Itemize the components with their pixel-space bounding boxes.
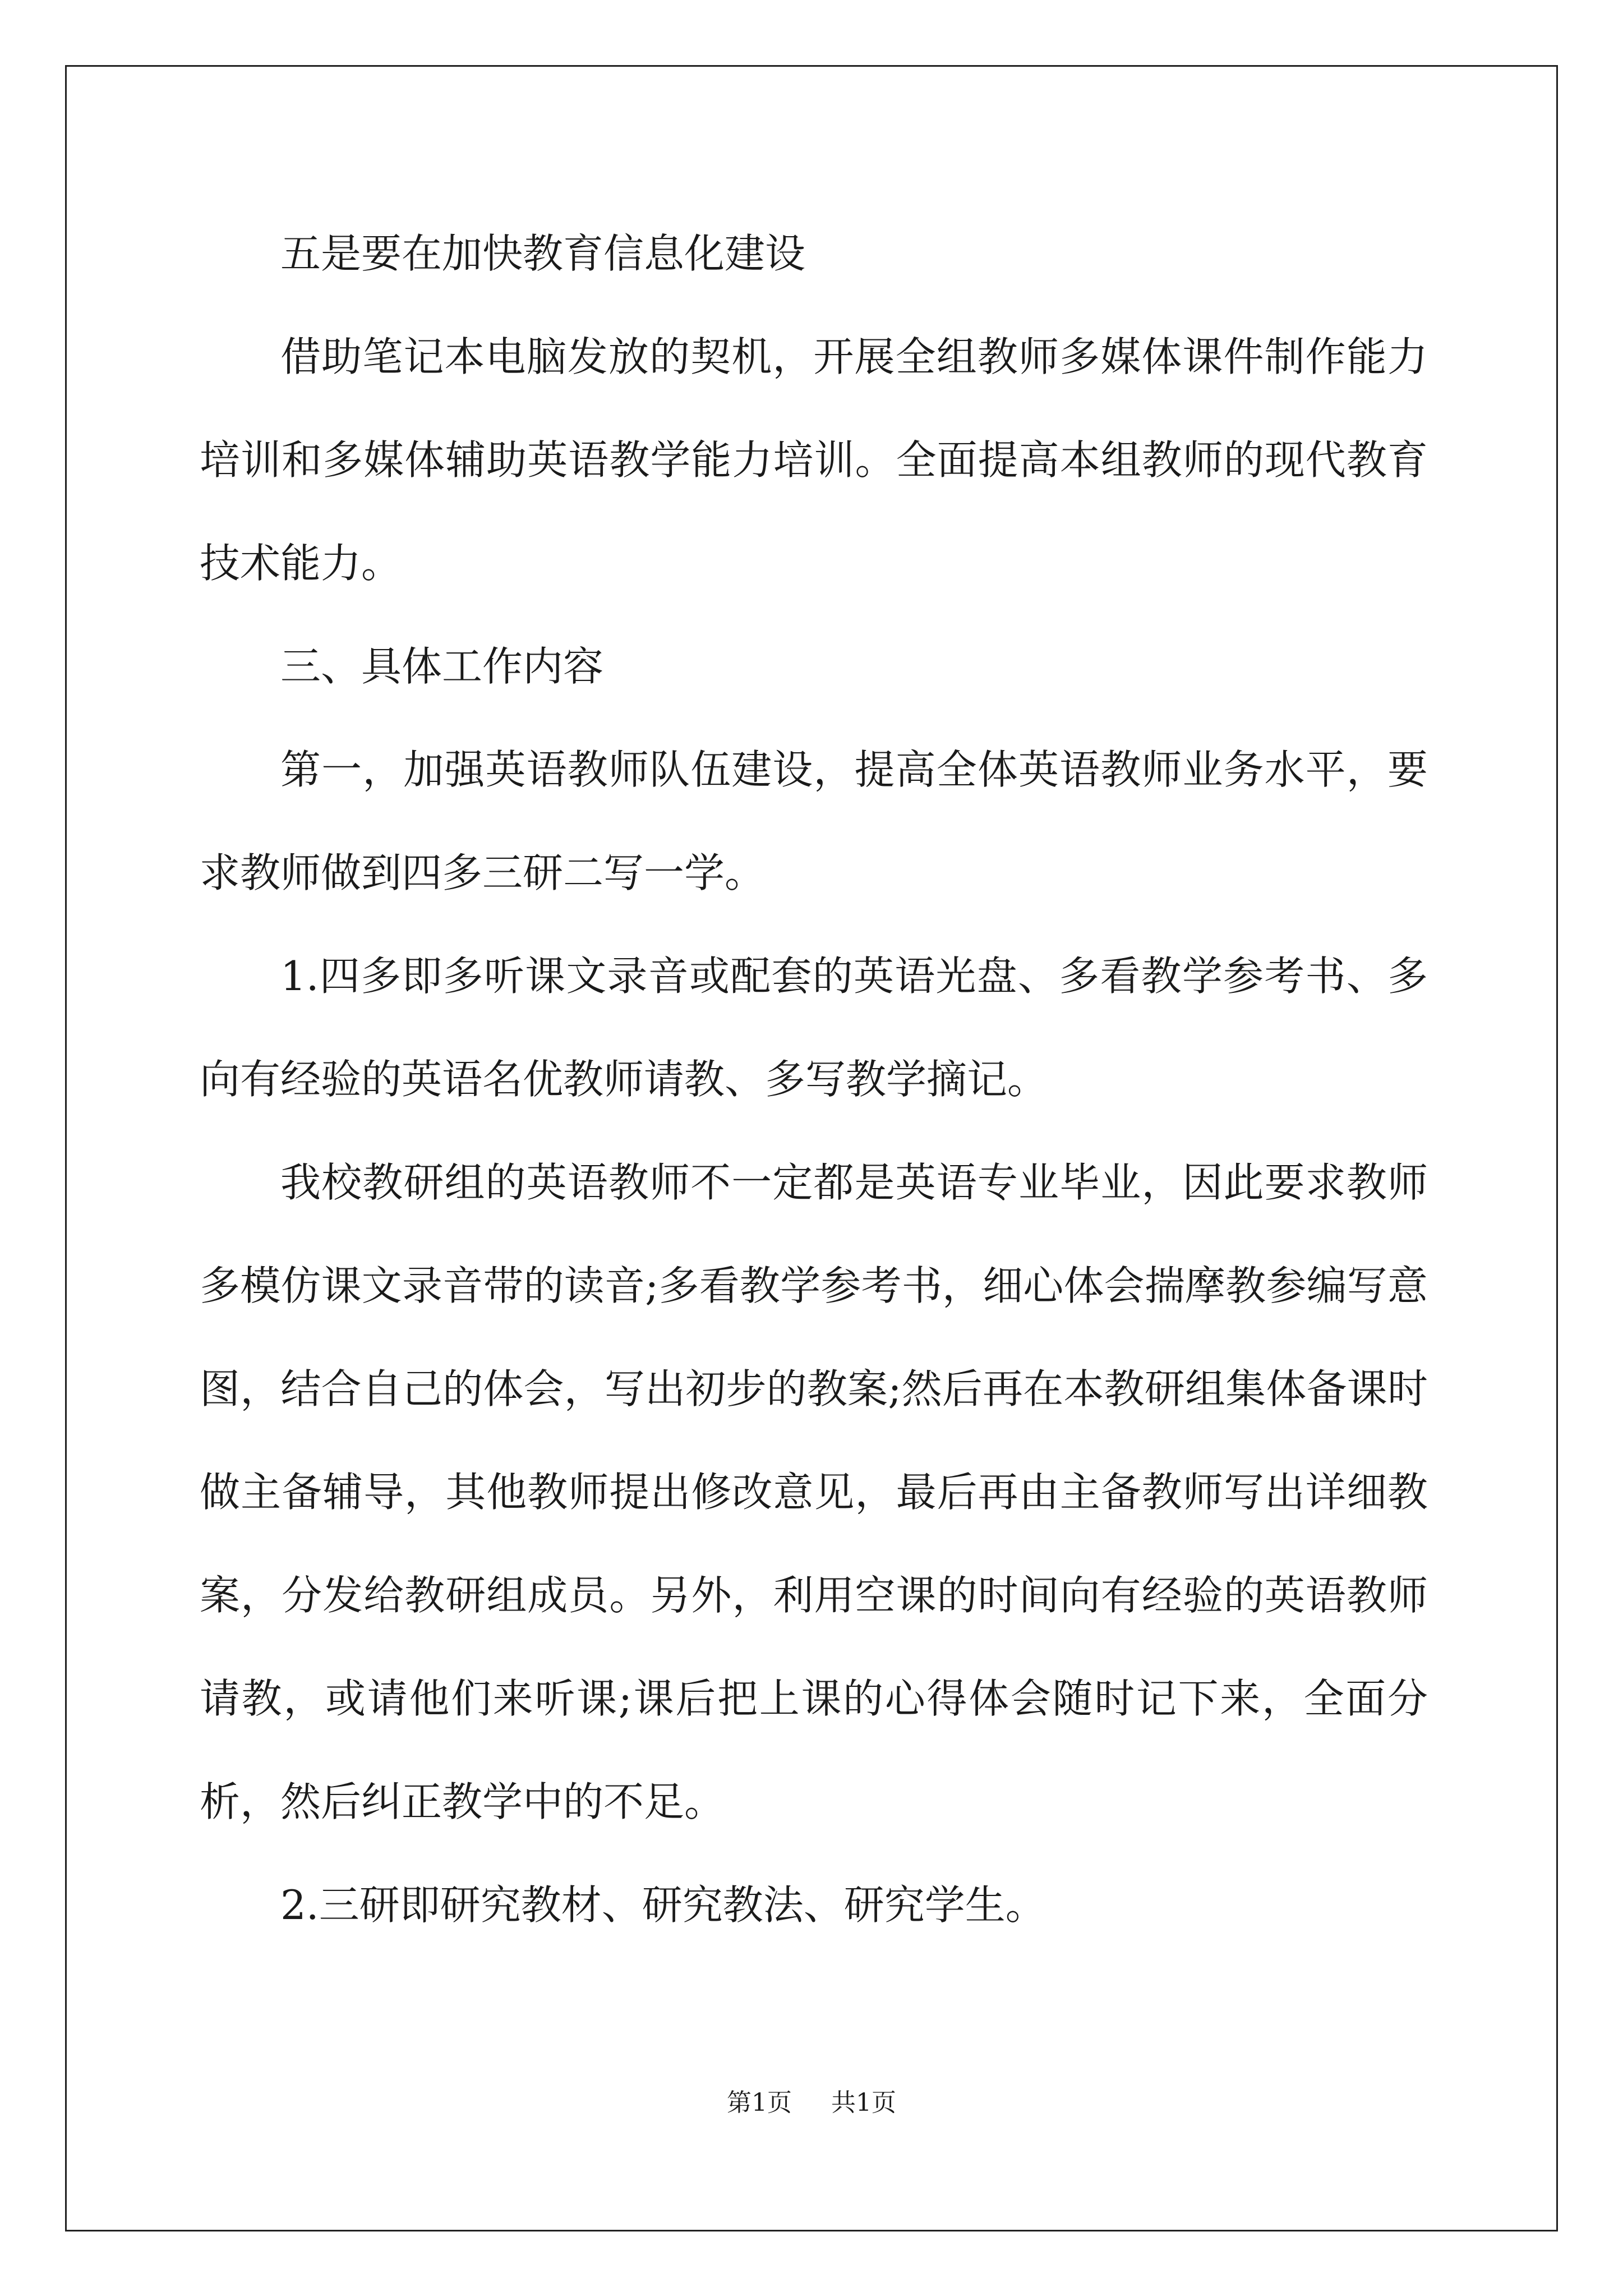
document-body [200,202,1428,1957]
paragraph-laptop-training: 借助笔记本电脑发放的契机，开展全组教师多媒体课件制作能力培训和多媒体辅助英语教学能力培训。全面提高本组教师的现代教育技术能力。 [200,333,1428,587]
paragraph-heading-five: 五是要在加快教育信息化建设 [280,230,806,277]
paragraph-three-research: 2.三研即研究教材、研究教法、研究学生。 [280,1881,1046,1929]
page-number: 第1页 [727,2088,792,2117]
page-total: 共1页 [831,2088,896,2117]
paragraph-section-three: 三、具体工作内容 [280,643,604,690]
paragraph-details: 我校教研组的英语教师不一定都是英语专业毕业，因此要求教师多模仿课文录音带的读音;多看教学参考书，细心体会揣摩教参编写意图，结合自己的体会，写出初步的教案;然后再在本教研组集体备课时做主备辅导，其他教师提出修改意见，最后再由主备教师写出详细教案，分发给教研组成员。另外，利用空课的时间向有经验的英语教师请教，或请他们来听课;课后把上课的心得体会随时记下来，全面分析，然后纠正教学中的不足。 [200,1159,1428,1825]
paragraph-four-more: 1.四多即多听课文录音或配套的英语光盘、多看教学参考书、多向有经验的英语名优教师请教、多写教学摘记。 [200,953,1428,1103]
paragraph-first-point: 第一，加强英语教师队伍建设，提高全体英语教师业务水平，要求教师做到四多三研二写一学。 [200,746,1428,896]
page-footer [0,2082,1623,2118]
